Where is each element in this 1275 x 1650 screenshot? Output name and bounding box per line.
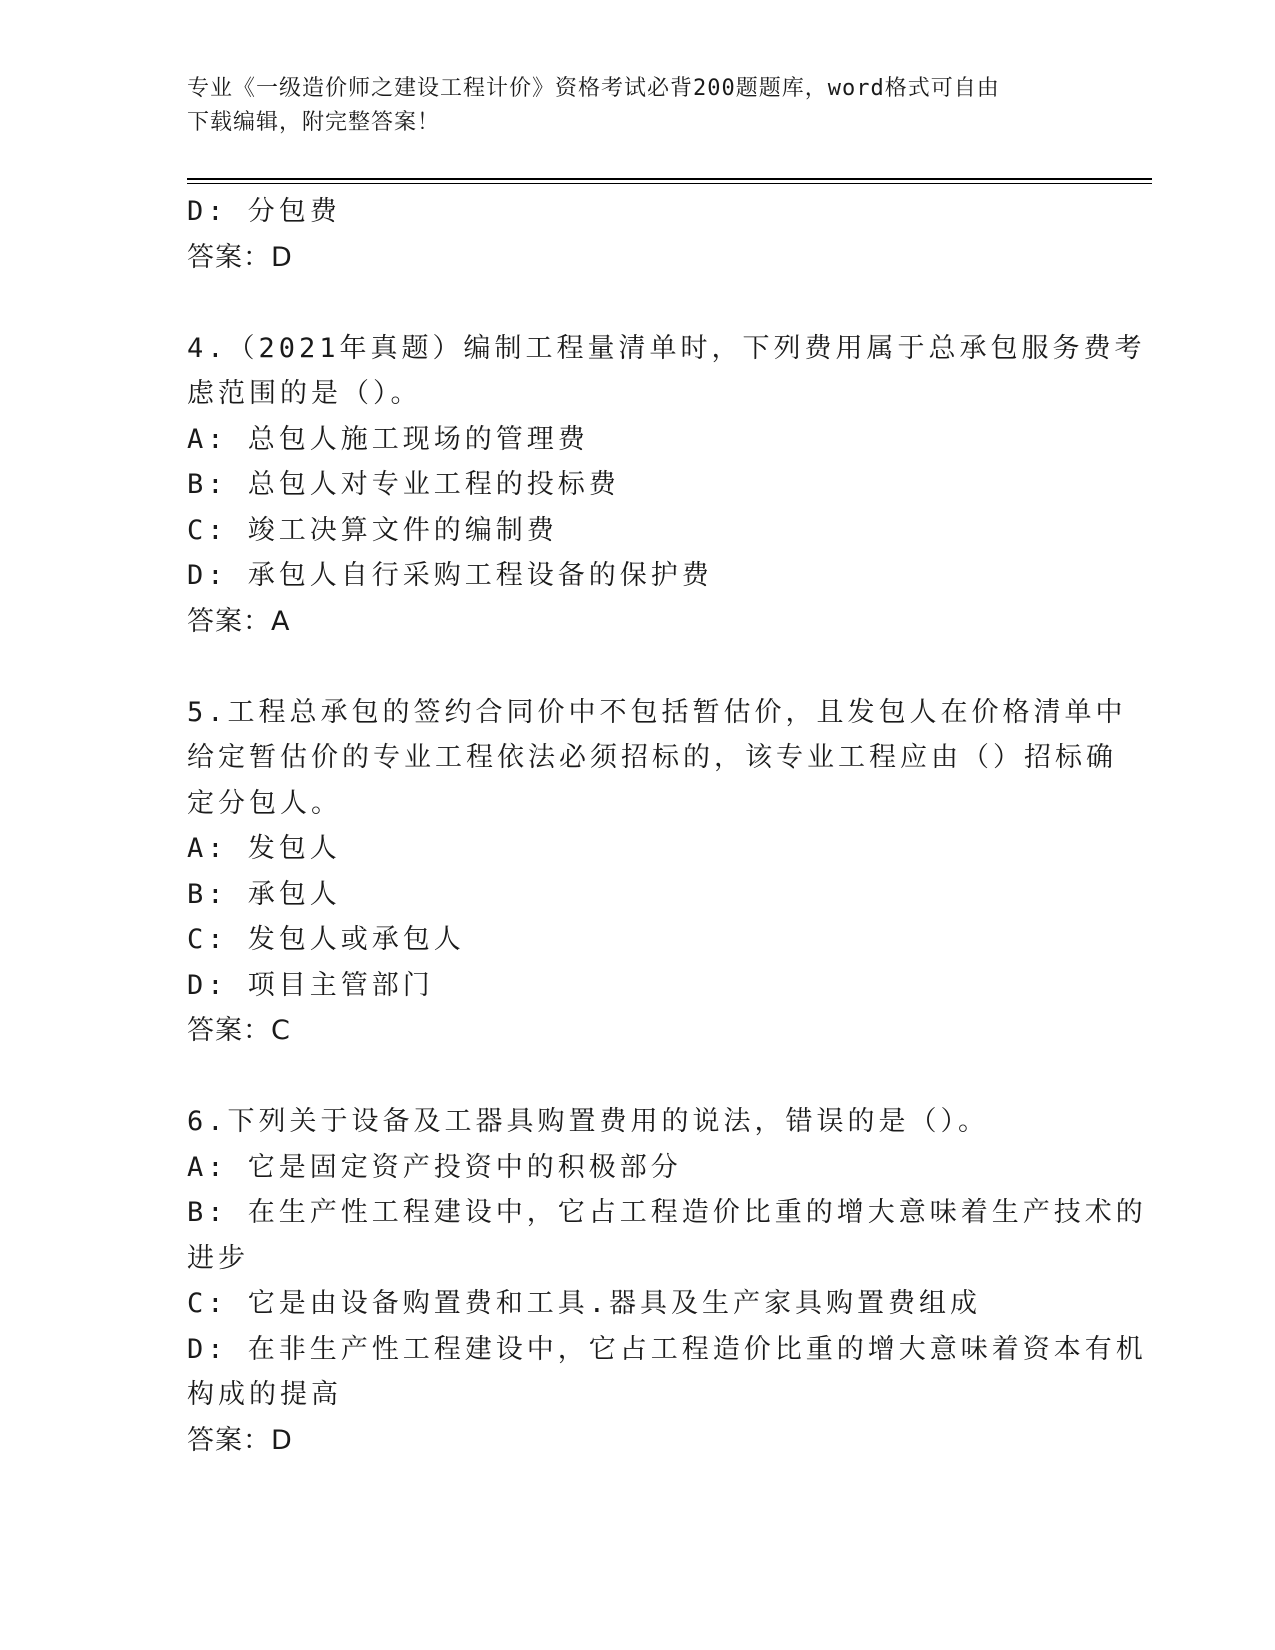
- option-a: A: 发包人: [187, 833, 341, 864]
- document-header: [187, 72, 1067, 140]
- option-c: C: 竣工决算文件的编制费: [187, 514, 558, 546]
- option-c: C: 它是由设备购置费和工具.器具及生产家具购置费组成: [187, 1288, 982, 1319]
- header-line-2: 下载编辑，附完整答案！: [187, 110, 441, 135]
- option-d: D: 承包人自行采购工程设备的保护费: [187, 560, 713, 591]
- option-b: B: 总包人对专业工程的投标费: [187, 469, 620, 500]
- option-b: B: 在生产性工程建设中，它占工程造价比重的增大意味着生产技术的: [187, 1197, 1147, 1228]
- header-line-1: 专业《一级造价师之建设工程计价》资格考试必背200题题库，word格式可自由: [187, 76, 1000, 101]
- question-4: [187, 326, 1146, 645]
- spacer: [187, 1054, 1087, 1100]
- answer-label: 答案：D: [187, 1424, 293, 1456]
- option-a: A: 它是固定资产投资中的积极部分: [187, 1151, 682, 1183]
- option-b-continued: 进步: [187, 1242, 249, 1274]
- header-rule-thick: [187, 178, 1152, 180]
- option-d: D: 分包费: [187, 196, 341, 227]
- question-stem: 6.下列关于设备及工器具购置费用的说法，错误的是（）。: [187, 1106, 990, 1137]
- header-rule-thin: [187, 183, 1152, 184]
- question-5: [187, 690, 1127, 1054]
- answer-label: 答案：C: [187, 1015, 291, 1046]
- option-b: B: 承包人: [187, 878, 341, 910]
- question-stem: 虑范围的是（）。: [187, 378, 422, 409]
- question-stem: 给定暂估价的专业工程依法必须招标的，该专业工程应由（）招标确: [187, 742, 1117, 773]
- option-d: D: 在非生产性工程建设中，它占工程造价比重的增大意味着资本有机: [187, 1333, 1147, 1365]
- answer-label: 答案：D: [187, 241, 293, 273]
- option-a: A: 总包人施工现场的管理费: [187, 423, 589, 455]
- answer-label: 答案：A: [187, 605, 291, 637]
- question-6: [187, 1099, 1147, 1463]
- question-stem: 定分包人。: [187, 787, 342, 819]
- question-stem: 4.（2021年真题）编制工程量清单时，下列费用属于总承包服务费考: [187, 332, 1146, 364]
- question-list: [187, 189, 1147, 1463]
- option-d-continued: 构成的提高: [187, 1379, 342, 1410]
- spacer: [187, 280, 1087, 326]
- question-stem: 5.工程总承包的签约合同价中不包括暂估价，且发包人在价格清单中: [187, 696, 1127, 728]
- spacer: [187, 644, 1087, 690]
- question-3-tail: [187, 189, 1087, 280]
- option-c: C: 发包人或承包人: [187, 924, 465, 955]
- option-d: D: 项目主管部门: [187, 969, 434, 1001]
